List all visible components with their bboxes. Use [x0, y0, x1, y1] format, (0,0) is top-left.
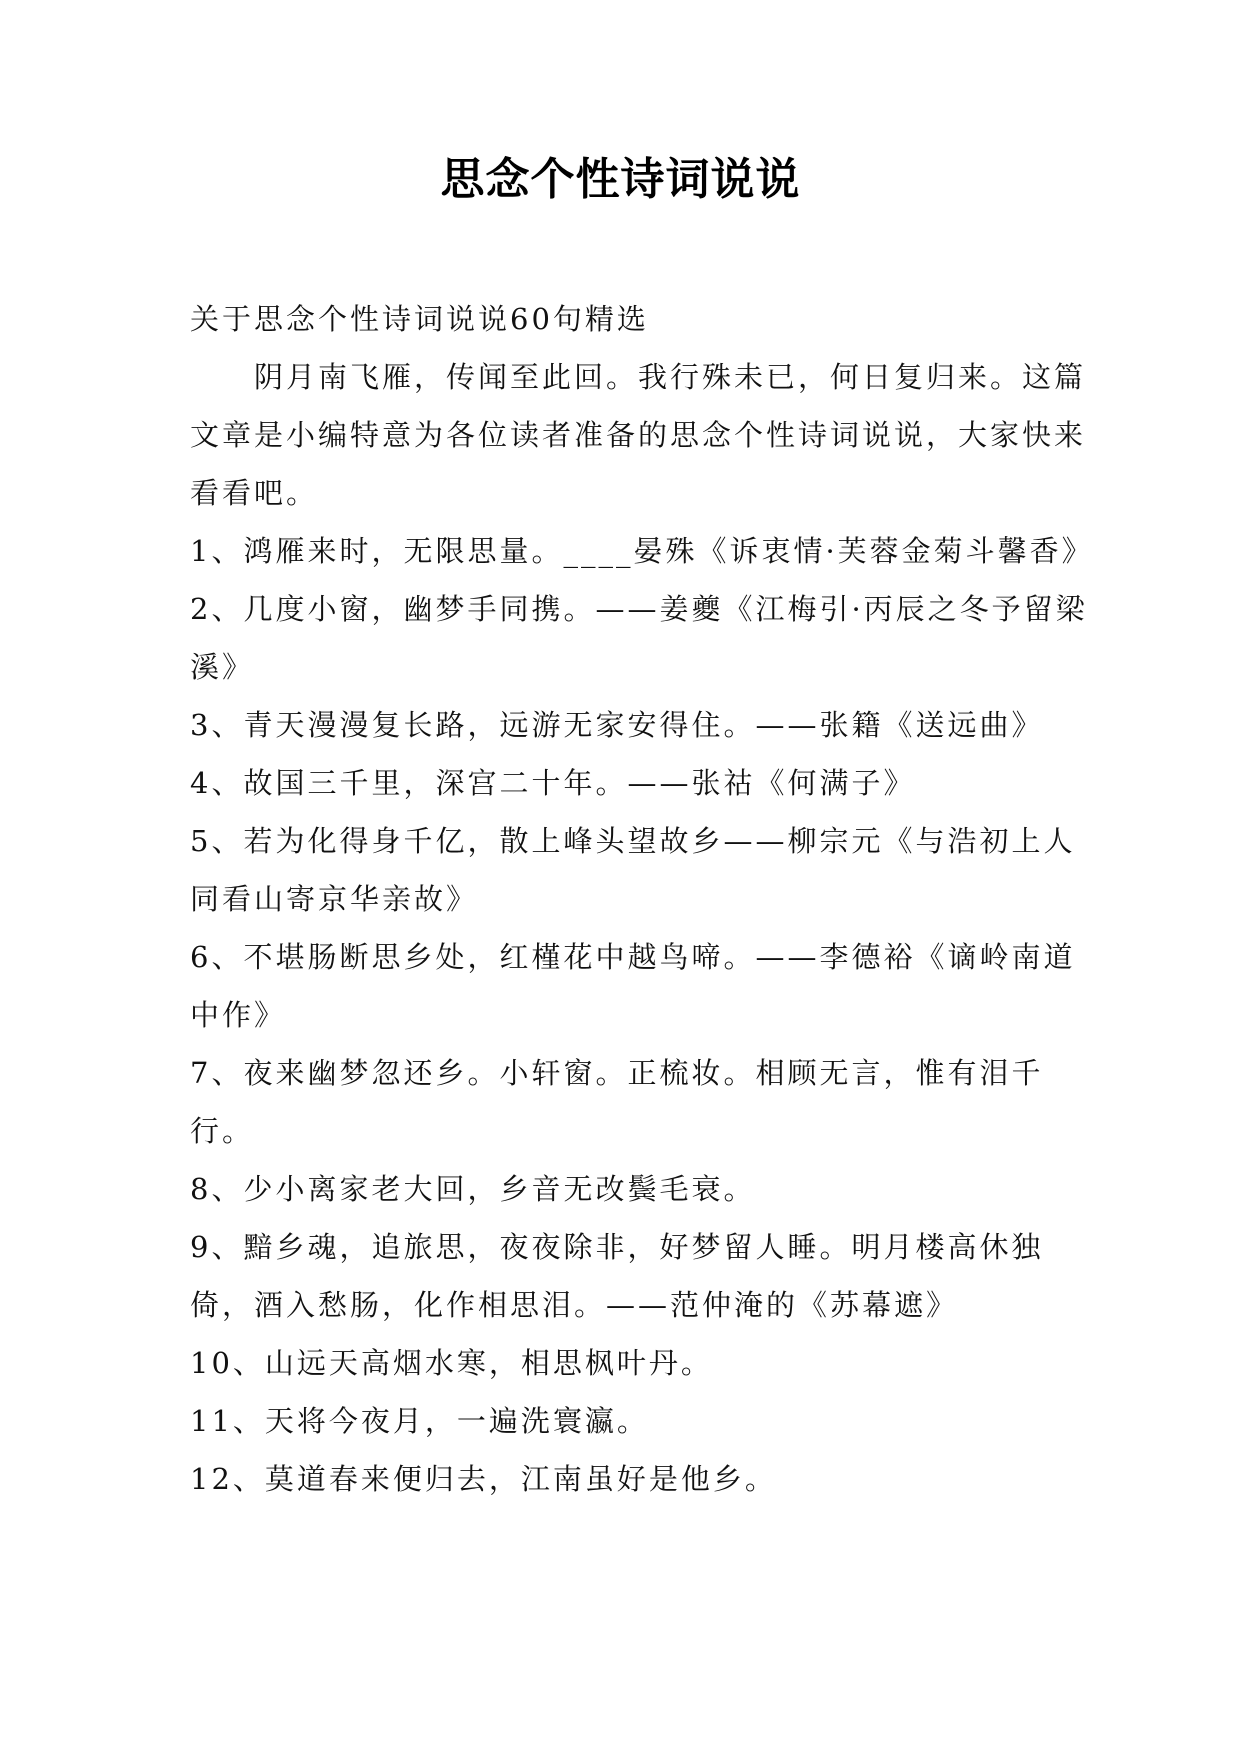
list-item: 6、不堪肠断思乡处，红槿花中越鸟啼。——李德裕《谪岭南道中作》 [190, 940, 1076, 1032]
list-item: 7、夜来幽梦忽还乡。小轩窗。正梳妆。相顾无言，惟有泪千行。 [190, 1056, 1044, 1148]
list-item: 3、青天漫漫复长路，远游无家安得住。——张籍《送远曲》 [190, 708, 1044, 742]
list-item: 12、莫道春来便归去，江南虽好是他乡。 [190, 1462, 777, 1496]
list-item: 4、故国三千里，深宫二十年。——张祜《何满子》 [190, 766, 916, 800]
document-title: 思念个性诗词说说 [440, 154, 801, 205]
list-item: 9、黯乡魂，追旅思，夜夜除非，好梦留人睡。明月楼高休独倚，酒入愁肠，化作相思泪。——范仲淹的《苏幕遮》 [190, 1230, 1044, 1322]
document-subtitle: 关于思念个性诗词说说60句精选 [190, 302, 649, 336]
intro-paragraph: 阴月南飞雁，传闻至此回。我行殊未已，何日复归来。这篇文章是小编特意为各位读者准备的思念个性诗词说说，大家快来看看吧。 [190, 360, 1087, 510]
list-item: 10、山远天高烟水寒，相思枫叶丹。 [190, 1346, 713, 1380]
document-body [190, 290, 1094, 1508]
list-item: 11、天将今夜月，一遍洗寰瀛。 [190, 1404, 649, 1438]
list-item: 5、若为化得身千亿，散上峰头望故乡——柳宗元《与浩初上人同看山寄京华亲故》 [190, 824, 1076, 916]
list-item: 1、鸿雁来时，无限思量。____晏殊《诉衷情·芙蓉金菊斗馨香》 [190, 534, 1094, 568]
list-item: 2、几度小窗，幽梦手同携。——姜夔《江梅引·丙辰之冬予留梁溪》 [190, 592, 1088, 684]
list-item: 8、少小离家老大回，乡音无改鬓毛衰。 [190, 1172, 756, 1206]
